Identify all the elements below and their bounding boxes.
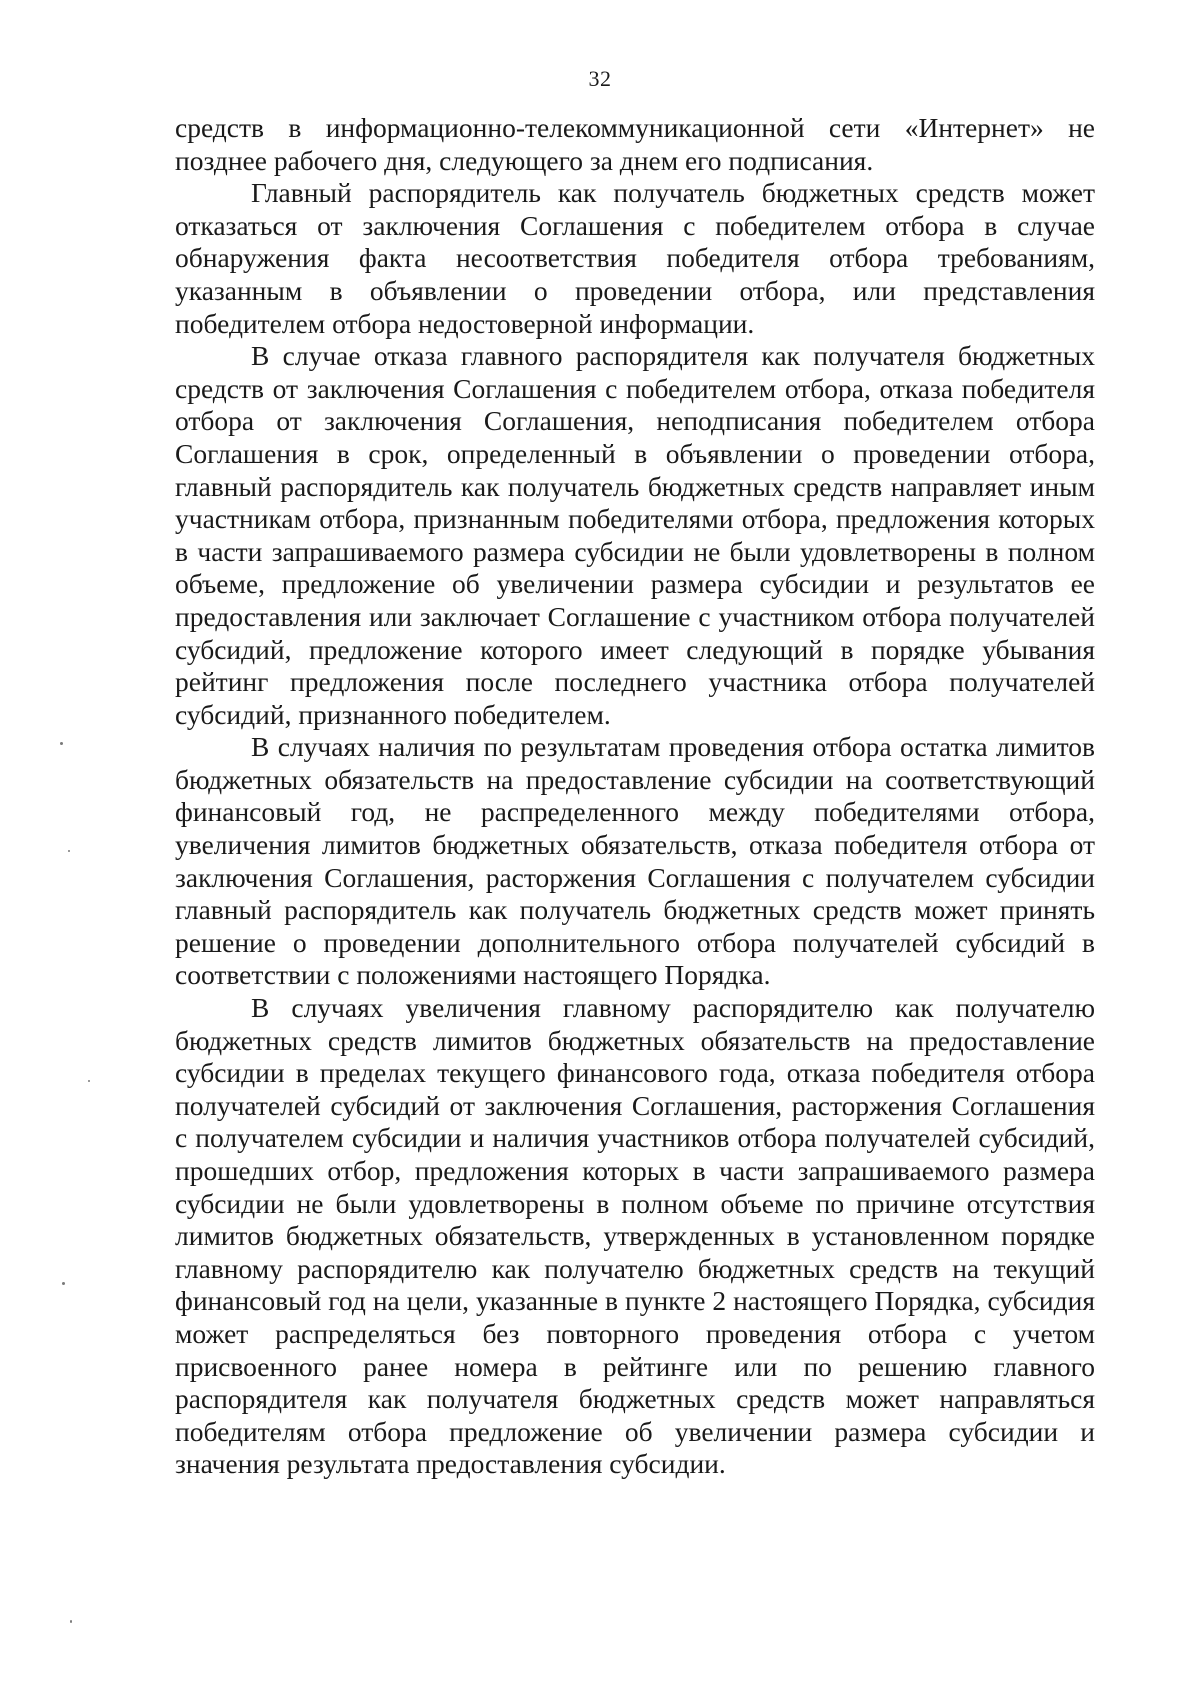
page-number: 32 <box>588 66 612 91</box>
scan-speck <box>88 1080 90 1082</box>
paragraph-2: Главный распорядитель как получатель бюджетных средств может отказаться от заключения Соглашения с победителем отбора в случае обнаружения факта несоответствия победителя отбора требованиям, указанным в объявлении о проведении отбора, или представления победителем отбора недостоверной информации. <box>175 177 1095 339</box>
scan-speck <box>60 742 63 745</box>
paragraph-3: В случае отказа главного распорядителя как получателя бюджетных средств от заключения Соглашения с победителем отбора, отказа победителя отбора от заключения Соглашения, неподписания победителем отбора Соглашения в срок, определенный в объявлении о проведении отбора, главный распорядитель как получатель бюджетных средств направляет иным участникам отбора, признанным победителями отбора, предложения которых в части запрашиваемого размера субсидии не были удовлетворены в полном объеме, предложение об увеличении размера субсидии и результатов ее предоставления или заключает Соглашение с участником отбора получателей субсидий, предложение которого имеет следующий в порядке убывания рейтинг предложения после последнего участника отбора получателей субсидий, признанного победителем. <box>175 340 1095 730</box>
paragraph-5: В случаях увеличения главному распорядителю как получателю бюджетных средств лимитов бюджетных обязательств на предоставление субсидии в пределах текущего финансового года, отказа победителя отбора получателей субсидий от заключения Соглашения, расторжения Соглашения с получателем субсидии и наличия участников отбора получателей субсидий, прошедших отбор, предложения которых в части запрашиваемого размера субсидии не были удовлетворены в полном объеме по причине отсутствия лимитов бюджетных обязательств, утвержденных в установленном порядке главному распорядителю как получателю бюджетных средств на текущий финансовый год на цели, указанные в пункте 2 настоящего Порядка, субсидия может распределяться без повторного проведения отбора с учетом присвоенного ранее номера в рейтинге или по решению главного распорядителя как получателя бюджетных средств может направляться победителям отбора предложение об увеличении размера субсидии и значения результата предоставления субсидии. <box>175 992 1095 1480</box>
document-body <box>175 112 1095 1481</box>
scan-speck <box>68 850 70 852</box>
scan-speck <box>62 1282 65 1285</box>
scan-speck <box>70 1620 72 1623</box>
paragraph-1: средств в информационно-телекоммуникационной сети «Интернет» не позднее рабочего дня, следующего за днем его подписания. <box>175 112 1095 176</box>
paragraph-4: В случаях наличия по результатам проведения отбора остатка лимитов бюджетных обязательств на предоставление субсидии на соответствующий финансовый год, не распределенного между победителями отбора, увеличения лимитов бюджетных обязательств, отказа победителя отбора от заключения Соглашения, расторжения Соглашения с получателем субсидии главный распорядитель как получатель бюджетных средств может принять решение о проведении дополнительного отбора получателей субсидий в соответствии с положениями настоящего Порядка. <box>175 731 1095 991</box>
